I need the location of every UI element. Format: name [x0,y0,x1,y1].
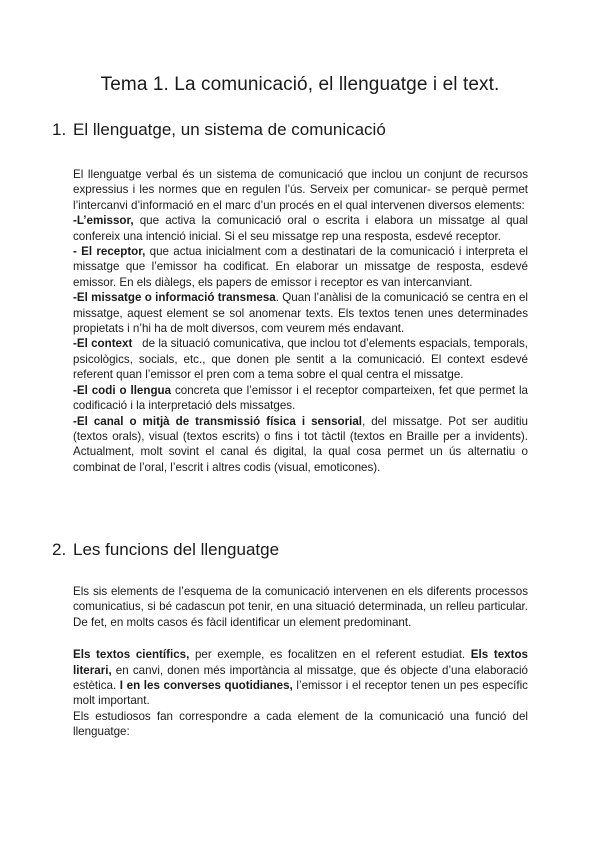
element-description: que activa la comunicació oral o escrita i elabora un missatge al qual confereix una intenció inicial. Si el seu missatge rep una resposta, esdevé receptor. [73,214,528,243]
section-2-paragraph-1: Els sis elements de l’esquema de la comunicació intervenen en els diferents processos comunicatius, si bé cadascun pot tenir, en una situació determinada, un relleu particular. De fet, en molts casos és fàcil identificar un element predominant. [73,585,528,629]
element-term: -El canal o mitjà de transmissió física i sensorial [73,414,362,428]
element-term: -L’emissor, [73,214,134,228]
paragraph-text: en canvi, donen més importància al missatge, que és objecte d’una elaboració estètica. [73,663,528,693]
section-1-title: El llenguatge, un sistema de comunicació [73,120,386,139]
bold-phrase: I en les converses quotidianes, [119,679,293,693]
section-1-intro: El llenguatge verbal és un sistema de comunicació que inclou un conjunt de recursos expressius i les normes que en regulen l’ús. Serveix per comunicar- se perquè permet l’intercanvi d’informació en el marc d’un procés en el qual intervenen diversos elements: [73,168,528,212]
element-item-missatge [73,290,528,336]
section-2-heading [52,540,279,560]
section-1-body [73,167,532,475]
element-item-canal [73,414,528,476]
section-1-heading [52,120,386,140]
element-item-receptor [73,244,528,290]
element-description: . Quan l’anàlisi de la comunicació se centra en el missatge, aquest element se sol anomenar texts. Els textos tenen unes determinades propietats i n’hi ha de molt diversos, com veurem més endavant. [73,291,528,336]
element-term: - El receptor, [73,245,146,259]
document-title: Tema 1. La comunicació, el llenguatge i el text. [100,74,500,95]
bold-phrase: Els textos científics, [73,648,190,662]
element-description: de la situació comunicativa, que inclou tot d’elements espacials, temporals, psicològics, socials, etc., que donen ple sentit a la comunicació. El context esdevé referent quan l’emissor el pren com a tema sobre el qual centra el missatge. [73,337,532,382]
bold-phrase: Els textos literari, [73,648,528,677]
element-description: concreta que l’emissor i el receptor comparteixen, fet que permet la codificació i la interpretació dels missatges. [73,383,528,413]
paragraph-spacer [73,630,528,647]
section-2-body [73,584,528,740]
section-1-number: 1. [52,120,67,139]
section-2-number: 2. [52,540,67,559]
element-item-codi [73,383,528,414]
section-2-paragraph-2 [73,647,528,709]
element-term: -El missatge o informació transmesa [73,291,276,305]
section-2-title: Les funcions del llenguatge [73,540,280,559]
paragraph-text: l’emissor i el receptor tenen un pes específic molt important. [73,679,528,708]
element-item-context [73,336,532,382]
section-2-paragraph-3: Els estudiosos fan correspondre a cada element de la comunicació una funció del llenguatge: [73,709,528,739]
element-item-emissor [73,213,528,244]
element-term: -El codi o llengua [73,383,172,397]
paragraph-text: per exemple, es focalitzen en el referent estudiat. [189,648,471,662]
element-description: , del missatge. Pot ser auditiu (textos orals), visual (textos escrits) o fins i tot tàctil (textos en Braille per a invidents). Actualment, molt sovint el canal és digital, la qual cosa permet un ús alternatiu o combinat de l’oral, l’escrit i altres codis (visual, emoticones). [73,414,528,474]
element-description: que actua inicialment com a destinatari de la comunicació i interpreta el missatge que l’emissor ha codificat. En elaborar un missatge de resposta, esdevé emissor. En els diàlegs, els papers de emissor i receptor es van intercanviant. [73,245,528,289]
element-term: -El context [73,337,133,351]
